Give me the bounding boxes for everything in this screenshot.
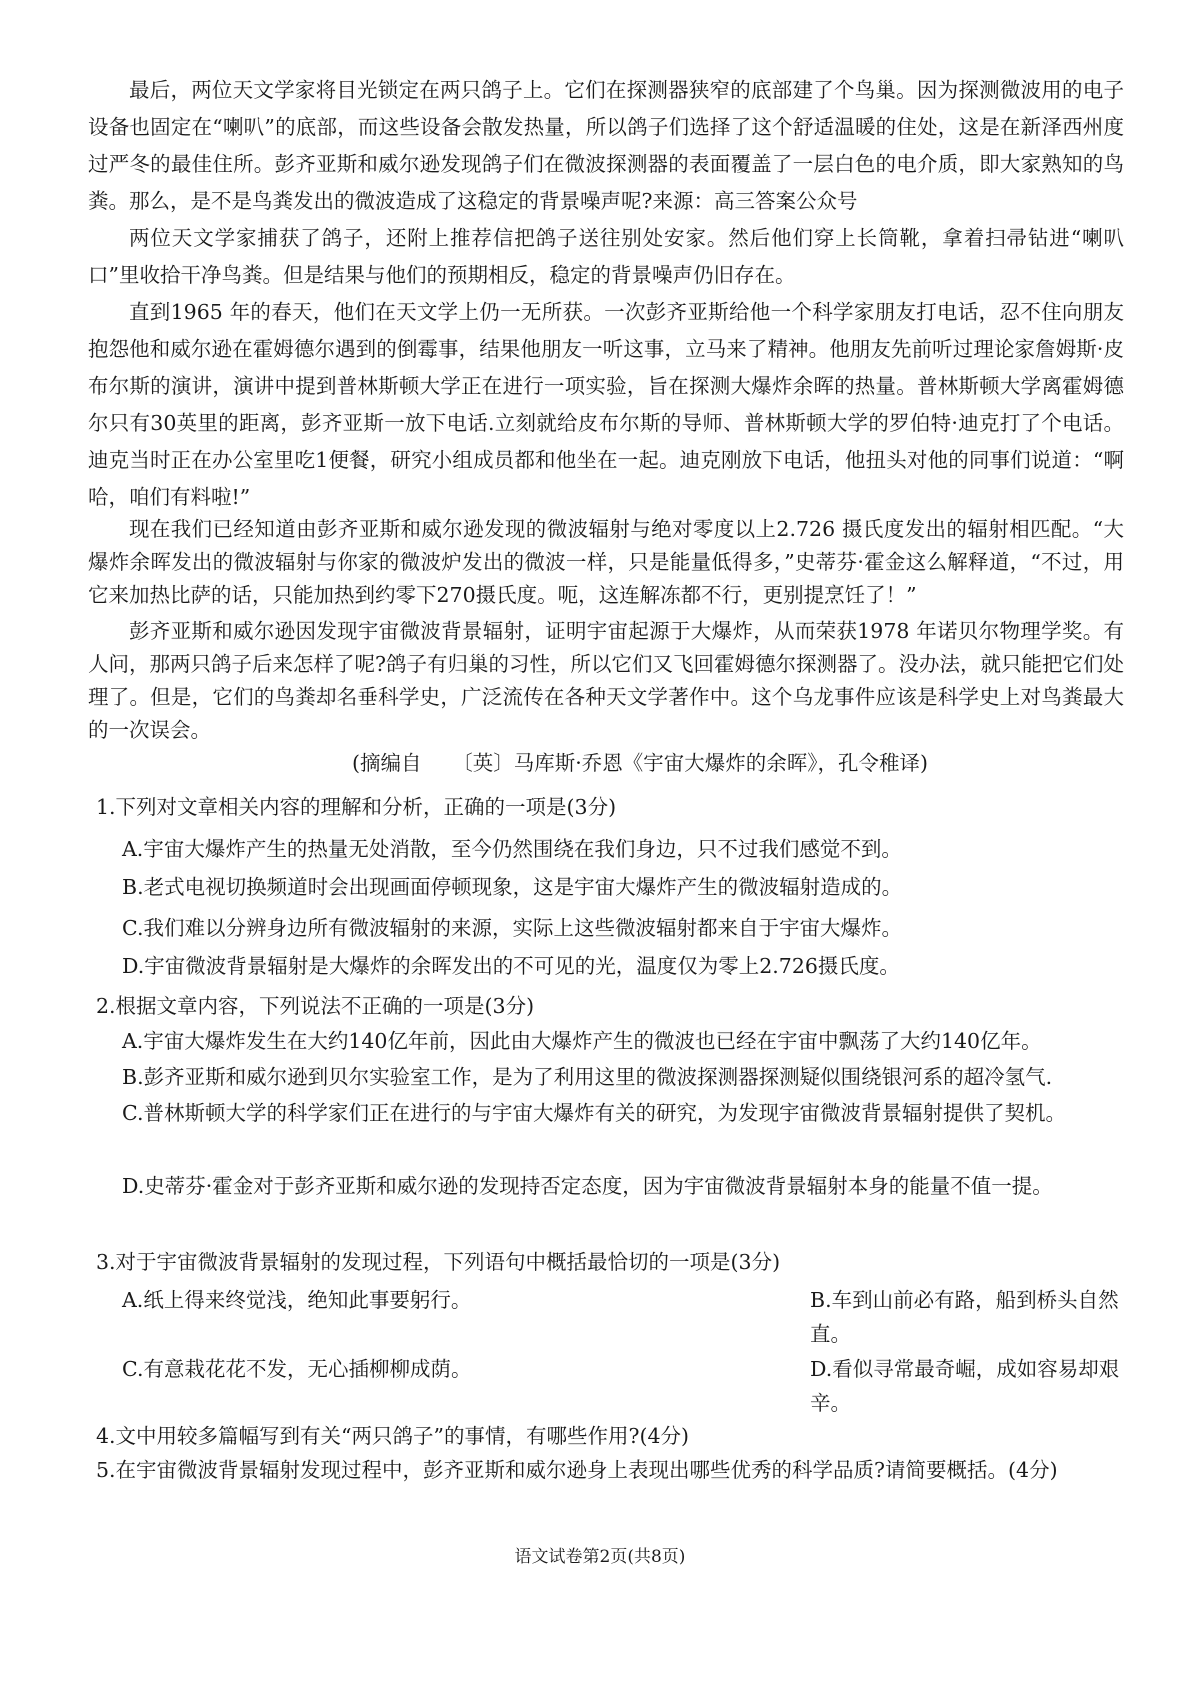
question-2-stem: 2.根据文章内容，下列说法不正确的一项是(3分) <box>96 994 535 1018</box>
question-2-option-a: A.宇宙大爆炸发生在大约140亿年前，因此由大爆炸产生的微波也已经在宇宙中飘荡了大约140亿年。 <box>122 1029 1042 1053</box>
question-3-option-b: B.车到山前必有路，船到桥头自然直。 <box>810 1288 1119 1346</box>
question-1-option-a: A.宇宙大爆炸产生的热量无处消散，至今仍然围绕在我们身边，只不过我们感觉不到。 <box>122 837 902 861</box>
question-2-option-b: B.彭齐亚斯和威尔逊到贝尔实验室工作，是为了利用这里的微波探测器探测疑似围绕银河系的超冷氢气. <box>122 1065 1053 1089</box>
question-2-option-c: C.普林斯顿大学的科学家们正在进行的与宇宙大爆炸有关的研究，为发现宇宙微波背景辐射提供了契机。 <box>122 1101 1066 1125</box>
question-1-option-c: C.我们难以分辨身边所有微波辐射的来源，实际上这些微波辐射都来自于宇宙大爆炸。 <box>122 916 902 940</box>
question-3-option-d: D.看似寻常最奇崛，成如容易却艰辛。 <box>810 1357 1120 1415</box>
question-1-option-b: B.老式电视切换频道时会出现画面停顿现象，这是宇宙大爆炸产生的微波辐射造成的。 <box>122 875 903 899</box>
question-5-stem: 5.在宇宙微波背景辐射发现过程中，彭齐亚斯和威尔逊身上表现出哪些优秀的科学品质?请简要概括。(4分) <box>96 1458 1058 1482</box>
passage-paragraph-3: 直到1965 年的春天，他们在天文学上仍一无所获。一次彭齐亚斯给他一个科学家朋友打电话，忍不住向朋友抱怨他和威尔逊在霍姆德尔遇到的倒霉事，结果他朋友一听这事，立马来了精神。他朋友先前听过理论家詹姆斯·皮布尔斯的演讲，演讲中提到普林斯顿大学正在进行一项实验，旨在探测大爆炸余晖的热量。普林斯顿大学离霍姆德尔只有30英里的距离，彭齐亚斯一放下电话.立刻就给皮布尔斯的导师、普林斯顿大学的罗伯特·迪克打了个电话。迪克当时正在办公室里吃1便餐，研究小组成员都和他坐在一起。迪克刚放下电话，他扭头对他的同事们说道：“啊哈，咱们有料啦!” <box>88 300 1124 509</box>
question-3-option-a: A.纸上得来终觉浅，绝知此事要躬行。 <box>122 1288 472 1312</box>
passage-paragraph-2: 两位天文学家捕获了鸽子，还附上推荐信把鸽子送往别处安家。然后他们穿上长筒靴，拿着扫帚钻进“喇叭口”里收拾干净鸟粪。但是结果与他们的预期相反，稳定的背景噪声仍旧存在。 <box>88 226 1124 287</box>
question-3-stem: 3.对于宇宙微波背景辐射的发现过程，下列语句中概括最恰切的一项是(3分) <box>96 1250 781 1274</box>
question-1-stem: 1.下列对文章相关内容的理解和分析，正确的一项是(3分) <box>96 795 617 819</box>
question-4-stem: 4.文中用较多篇幅写到有关“两只鸽子”的事情，有哪些作用?(4分) <box>96 1424 690 1448</box>
question-2-option-d: D.史蒂芬·霍金对于彭齐亚斯和威尔逊的发现持否定态度，因为宇宙微波背景辐射本身的能量不值一提。 <box>122 1174 1053 1198</box>
passage-paragraph-4: 现在我们已经知道由彭齐亚斯和威尔逊发现的微波辐射与绝对零度以上2.726 摄氏度发出的辐射相匹配。“大爆炸余晖发出的微波辐射与你家的微波炉发出的微波一样，只是能量低得多，”史蒂芬·霍金这么解释道，“不过，用它来加热比萨的话，只能加热到约零下270摄氏度。呃，这连解冻都不行，更别提烹饪了！” <box>88 517 1124 607</box>
passage-paragraph-5: 彭齐亚斯和威尔逊因发现宇宙微波背景辐射，证明宇宙起源于大爆炸，从而荣获1978 年诺贝尔物理学奖。有人问，那两只鸽子后来怎样了呢?鸽子有归巢的习性，所以它们又飞回霍姆德尔探测器了。没办法，就只能把它们处理了。但是，它们的鸟粪却名垂科学史，广泛流传在各种天文学著作中。这个乌龙事件应该是科学史上对鸟粪最大的一次误会。 <box>88 619 1124 742</box>
question-1-option-d: D.宇宙微波背景辐射是大爆炸的余晖发出的不可见的光，温度仅为零上2.726摄氏度。 <box>122 954 900 978</box>
question-3-option-c: C.有意栽花花不发，无心插柳柳成荫。 <box>122 1357 472 1381</box>
passage-source-citation: (摘编自 〔英〕马库斯·乔恩《宇宙大爆炸的余晖》，孔令稚译) <box>352 751 929 775</box>
passage-paragraph-1: 最后，两位天文学家将目光锁定在两只鸽子上。它们在探测器狭窄的底部建了个鸟巢。因为探测微波用的电子设备也固定在“喇叭”的底部，而这些设备会散发热量，所以鸽子们选择了这个舒适温暖的住处，这是在新泽西州度过严冬的最佳住所。彭齐亚斯和威尔逊发现鸽子们在微波探测器的表面覆盖了一层白色的电介质，即大家熟知的鸟粪。那么，是不是鸟粪发出的微波造成了这稳定的背景噪声呢?来源：高三答案公众号 <box>88 78 1124 213</box>
page-footer-label: 语文试卷第2页(共8页) <box>514 1547 686 1567</box>
